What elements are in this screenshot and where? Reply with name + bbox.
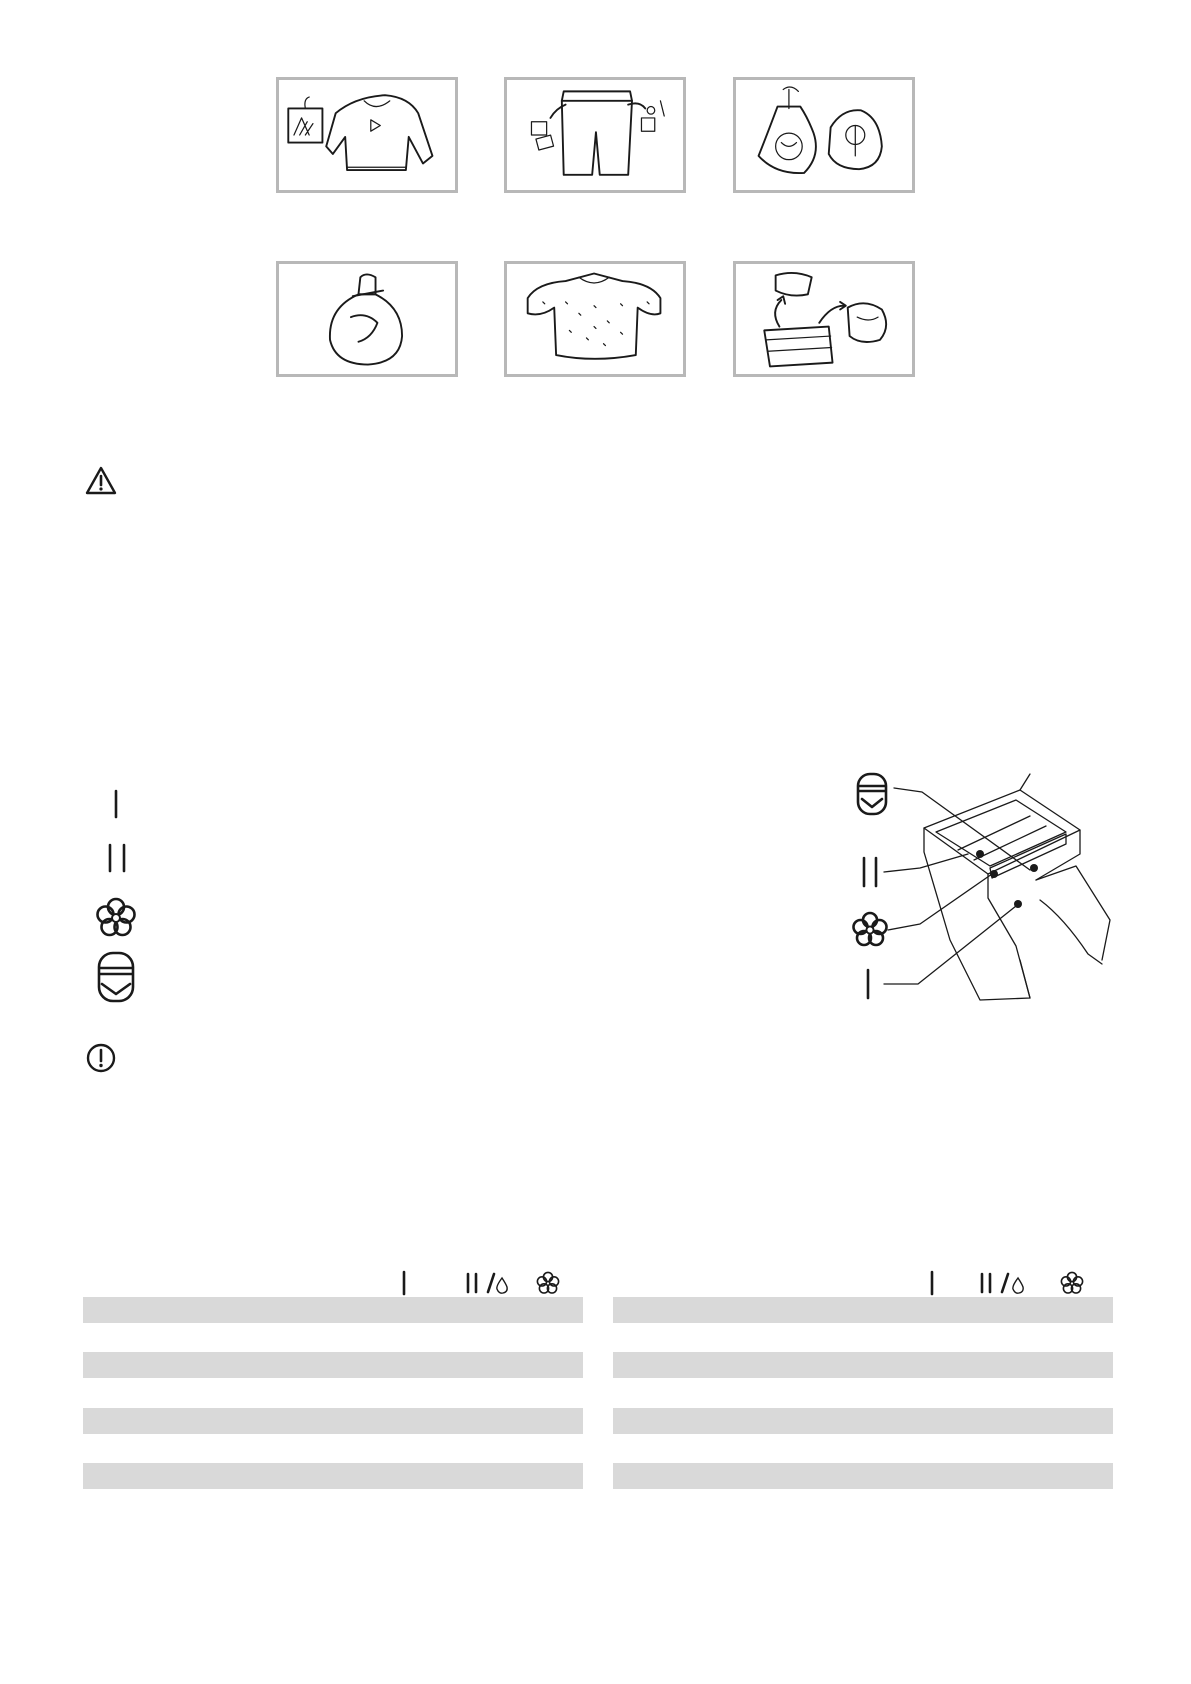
table-row xyxy=(83,1352,583,1378)
illustration-laundry-net xyxy=(276,261,458,377)
max-level-icon xyxy=(858,774,886,814)
table-row xyxy=(83,1408,583,1434)
table-row xyxy=(613,1463,1113,1489)
main-wash-compartment-icon xyxy=(982,1274,990,1292)
softener-compartment-icon xyxy=(537,1272,558,1293)
warning-triangle-icon xyxy=(85,466,117,496)
trousers-pockets-icon xyxy=(507,80,683,190)
illustration-close-zips xyxy=(733,77,915,193)
water-drop-icon xyxy=(1013,1278,1023,1293)
garment-inside-out-icon xyxy=(507,264,683,374)
illustration-empty-pockets xyxy=(504,77,686,193)
table-row xyxy=(83,1297,583,1323)
exclamation-circle-icon xyxy=(85,1042,117,1074)
illustration-sweater-care-label xyxy=(276,77,458,193)
illustration-inside-out xyxy=(504,261,686,377)
table-row xyxy=(613,1408,1113,1434)
water-drop-icon xyxy=(497,1278,507,1293)
sweater-care-label-icon xyxy=(279,80,455,190)
pillowcase-zip-icon xyxy=(736,80,912,190)
main-wash-compartment-icon xyxy=(102,842,132,874)
table-row xyxy=(613,1297,1113,1323)
table-header-left xyxy=(390,1268,570,1298)
main-wash-compartment-icon xyxy=(864,858,876,886)
main-wash-compartment-icon xyxy=(468,1274,476,1292)
max-level-icon xyxy=(96,950,136,1004)
softener-compartment-icon xyxy=(1061,1272,1082,1293)
laundry-net-icon xyxy=(279,264,455,374)
prewash-compartment-icon xyxy=(104,788,128,820)
illustration-sort-laundry xyxy=(733,261,915,377)
table-row xyxy=(83,1463,583,1489)
softener-compartment-icon xyxy=(854,913,887,945)
detergent-drawer-diagram xyxy=(840,770,1120,1010)
laundry-basket-icon xyxy=(736,264,912,374)
table-row xyxy=(613,1352,1113,1378)
table-header-right xyxy=(920,1268,1100,1298)
softener-compartment-icon xyxy=(94,896,138,940)
